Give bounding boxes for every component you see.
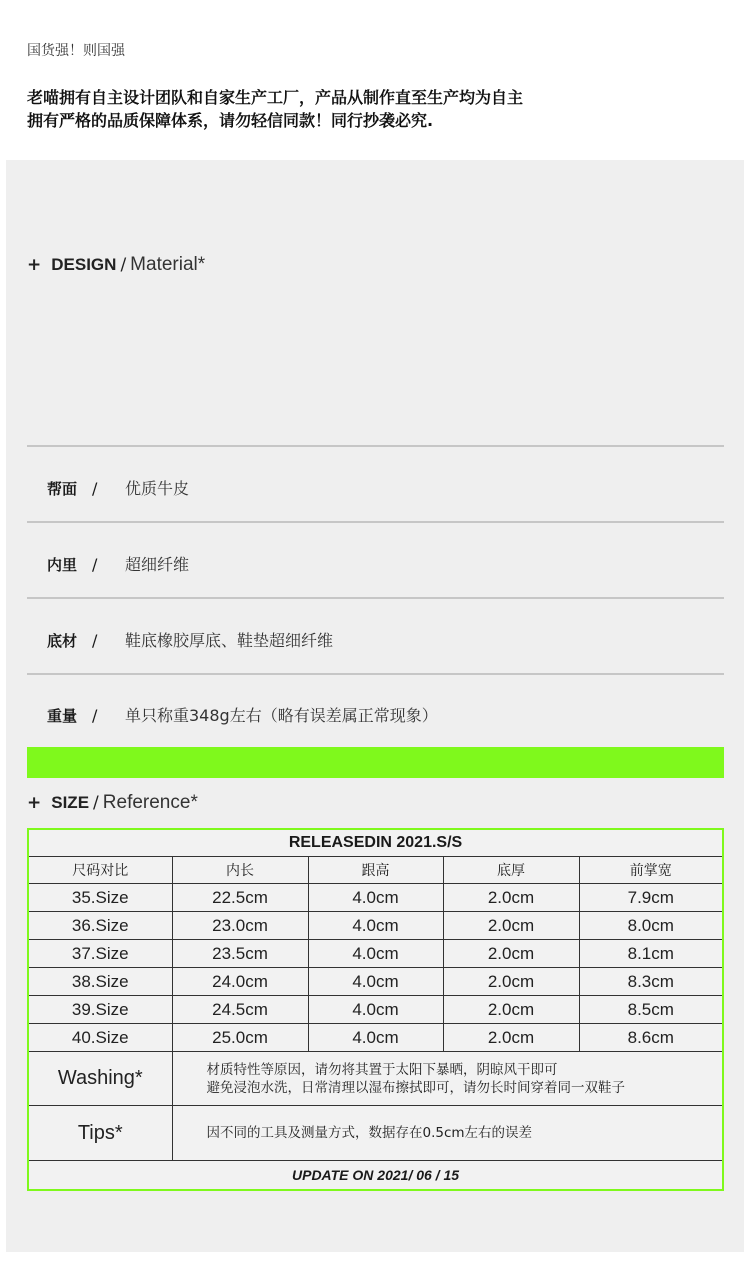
table-cell: 4.0cm (308, 940, 443, 968)
material-slash: / (92, 631, 98, 650)
table-row (29, 996, 722, 1024)
column-header: 尺码对比 (29, 857, 172, 884)
size-heading (27, 792, 198, 814)
plus-icon: + (27, 255, 42, 275)
divider (27, 445, 724, 447)
table-cell: 4.0cm (308, 968, 443, 996)
column-header: 底厚 (443, 857, 579, 884)
copyright-notice (27, 86, 523, 132)
column-header: 前掌宽 (579, 857, 722, 884)
table-cell: 4.0cm (308, 912, 443, 940)
table-cell: 8.6cm (579, 1024, 722, 1052)
table-row (29, 940, 722, 968)
material-slash: / (92, 706, 98, 725)
table-cell: 23.0cm (172, 912, 308, 940)
material-value: 超细纤维 (125, 555, 190, 574)
heading-slash: / (120, 255, 127, 275)
size-subtitle: Reference* (102, 792, 198, 813)
design-subtitle: Material* (130, 254, 206, 275)
design-heading (27, 254, 205, 276)
table-cell: 37.Size (29, 940, 172, 968)
table-row (29, 968, 722, 996)
accent-bar (27, 747, 724, 778)
size-key: SIZE (51, 793, 90, 812)
heading-slash: / (93, 793, 99, 813)
material-row-upper (47, 476, 189, 499)
table-cell: 2.0cm (443, 968, 579, 996)
material-row-sole (47, 628, 333, 651)
table-cell: 40.Size (29, 1024, 172, 1052)
table-cell: 8.3cm (579, 968, 722, 996)
table-cell: 4.0cm (308, 1024, 443, 1052)
material-value: 单只称重348g左右（略有误差属正常现象） (125, 706, 438, 725)
table-cell: 2.0cm (443, 940, 579, 968)
size-table (27, 828, 724, 1191)
divider (27, 597, 724, 599)
table-cell: 22.5cm (172, 884, 308, 912)
table-cell: 24.5cm (172, 996, 308, 1024)
table-cell: 4.0cm (308, 884, 443, 912)
table-cell: 23.5cm (172, 940, 308, 968)
material-slash: / (92, 555, 98, 574)
washing-instructions (172, 1052, 722, 1106)
table-cell: 4.0cm (308, 996, 443, 1024)
notice-line: 拥有严格的品质保障体系，请勿轻信同款！同行抄袭必究. (27, 111, 434, 130)
column-header: 内长 (172, 857, 308, 884)
material-label: 重量 (47, 707, 78, 725)
tips-text: 因不同的工具及测量方式，数据存在0.5cm左右的误差 (172, 1106, 722, 1161)
washing-label: Washing* (29, 1052, 172, 1106)
plus-icon: + (27, 793, 42, 813)
table-header-row (29, 857, 722, 884)
table-cell: 2.0cm (443, 884, 579, 912)
material-row-lining (47, 552, 189, 575)
table-cell: 2.0cm (443, 996, 579, 1024)
notice-line: 老喵拥有自主设计团队和自家生产工厂，产品从制作直至生产均为自主 (27, 88, 524, 107)
material-label: 帮面 (47, 480, 78, 498)
table-cell: 7.9cm (579, 884, 722, 912)
slogan: 国货强！则国强 (27, 43, 125, 59)
design-key: DESIGN (51, 255, 117, 274)
divider (27, 673, 724, 675)
washing-line: 材质特性等原因，请勿将其置于太阳下暴晒，阴晾风干即可 (206, 1061, 558, 1078)
washing-line: 避免浸泡水洗，日常清理以湿布擦拭即可，请勿长时间穿着同一双鞋子 (206, 1079, 625, 1096)
washing-row (29, 1052, 722, 1106)
table-row (29, 1024, 722, 1052)
table-footer: UPDATE ON 2021/ 06 / 15 (29, 1161, 722, 1189)
table-title: RELEASEDIN 2021.S/S (29, 830, 722, 857)
table-cell: 39.Size (29, 996, 172, 1024)
table-cell: 25.0cm (172, 1024, 308, 1052)
table-row (29, 912, 722, 940)
table-cell: 8.1cm (579, 940, 722, 968)
table-cell: 8.0cm (579, 912, 722, 940)
table-cell: 38.Size (29, 968, 172, 996)
divider (27, 521, 724, 523)
table-cell: 2.0cm (443, 912, 579, 940)
table-cell: 24.0cm (172, 968, 308, 996)
table-row (29, 884, 722, 912)
table-cell: 8.5cm (579, 996, 722, 1024)
material-value: 鞋底橡胶厚底、鞋垫超细纤维 (125, 631, 334, 650)
column-header: 跟高 (308, 857, 443, 884)
material-slash: / (92, 479, 98, 498)
tips-label: Tips* (29, 1106, 172, 1161)
material-row-weight (47, 703, 438, 726)
material-label: 底材 (47, 632, 78, 650)
material-label: 内里 (47, 556, 78, 574)
table-cell: 35.Size (29, 884, 172, 912)
tips-row (29, 1106, 722, 1161)
table-cell: 2.0cm (443, 1024, 579, 1052)
material-value: 优质牛皮 (125, 479, 190, 498)
table-cell: 36.Size (29, 912, 172, 940)
